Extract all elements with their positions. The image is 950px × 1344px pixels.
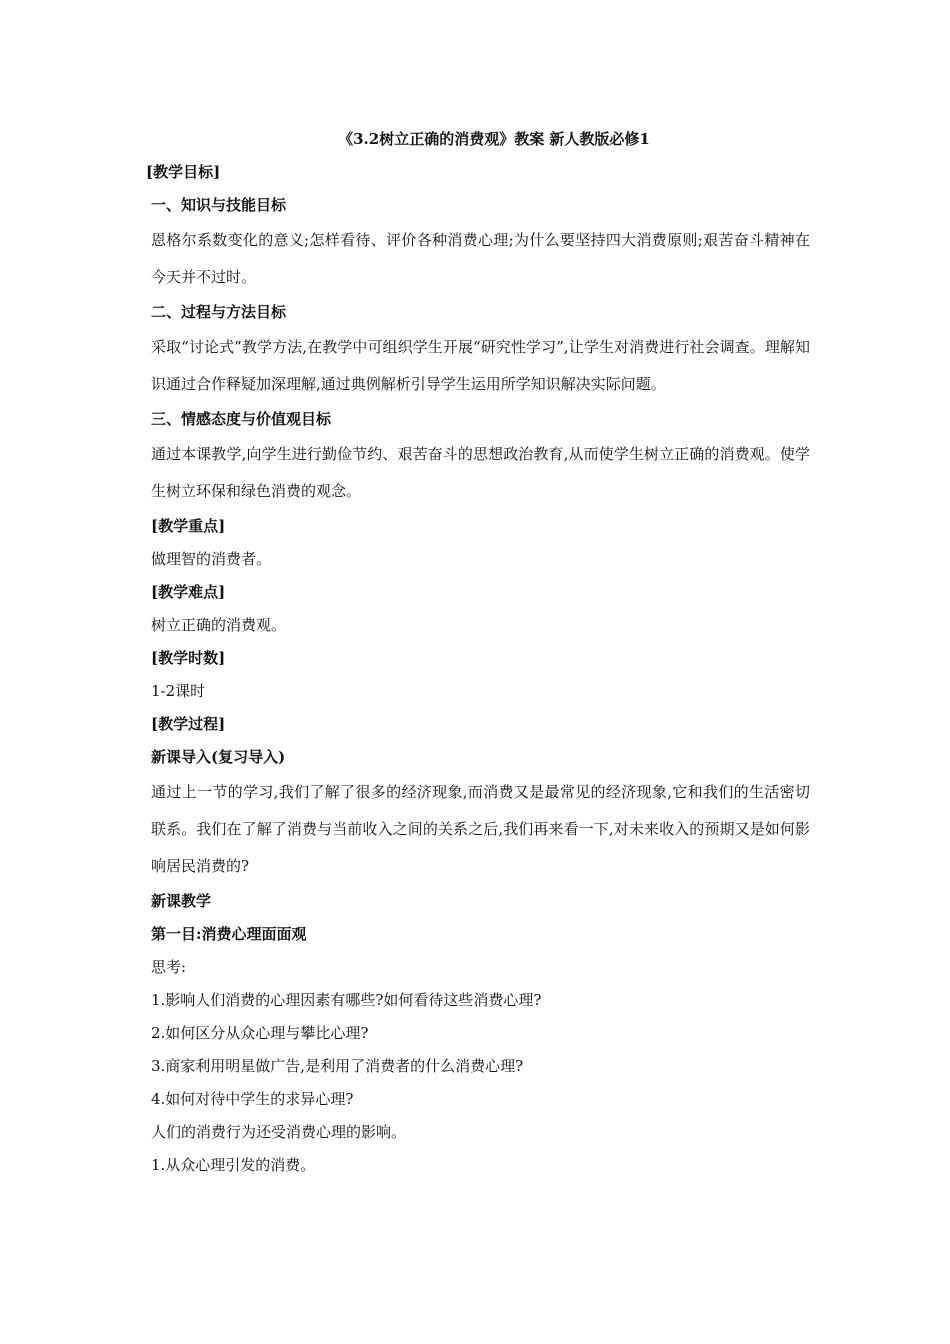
- process-method-paragraph: 采取“讨论式”教学方法,在教学中可组织学生开展“研究性学习”,让学生对消费进行社会调查。理解知识通过合作释疑加深理解,通过典例解析引导学生运用所学知识解决实际问题。: [151, 338, 810, 393]
- knowledge-skills-paragraph: 恩格尔系数变化的意义;怎样看待、评价各种消费心理;为什么要坚持四大消费原则;艰苦奋斗精神在今天并不过时。: [151, 231, 810, 286]
- teaching-key-text: 做理智的消费者。: [151, 550, 272, 568]
- document-body: [146, 124, 810, 1182]
- document-title: 《3.2树立正确的消费观》教案 新人教版必修1: [338, 130, 650, 148]
- list-item: 1.从众心理引发的消费。: [151, 1156, 316, 1174]
- think-label: 思考:: [151, 958, 187, 976]
- teaching-hours-text: 1-2课时: [151, 682, 206, 700]
- section-one-heading: 第一目:消费心理面面观: [151, 925, 307, 943]
- teaching-hours-heading: [教学时数]: [151, 649, 226, 667]
- teaching-process-heading: [教学过程]: [151, 715, 226, 733]
- knowledge-skills-heading: 一、知识与技能目标: [151, 196, 287, 214]
- teaching-key-heading: [教学重点]: [151, 517, 226, 535]
- question-item: 3.商家利用明星做广告,是利用了消费者的什么消费心理?: [151, 1057, 524, 1075]
- teaching-goals-heading: [教学目标]: [146, 163, 221, 181]
- question-item: 4.如何对待中学生的求异心理?: [151, 1090, 354, 1108]
- lesson-intro-paragraph: 通过上一节的学习,我们了解了很多的经济现象,而消费又是最常见的经济现象,它和我们的生活密切联系。我们在了解了消费与当前收入之间的关系之后,我们再来看一下,对未来收入的预期又是如何影响居民消费的?: [151, 783, 810, 875]
- emotion-values-heading: 三、情感态度与价值观目标: [151, 410, 332, 428]
- process-method-heading: 二、过程与方法目标: [151, 303, 287, 321]
- question-item: 2.如何区分从众心理与攀比心理?: [151, 1024, 369, 1042]
- new-lesson-heading: 新课教学: [151, 892, 212, 910]
- lesson-intro-heading: 新课导入(复习导入): [151, 748, 286, 766]
- emotion-values-paragraph: 通过本课教学,向学生进行勤俭节约、艰苦奋斗的思想政治教育,从而使学生树立正确的消费观。使学生树立环保和绿色消费的观念。: [151, 445, 810, 500]
- consumer-psychology-text: 人们的消费行为还受消费心理的影响。: [151, 1123, 407, 1141]
- teaching-difficulty-text: 树立正确的消费观。: [151, 616, 287, 634]
- question-item: 1.影响人们消费的心理因素有哪些?如何看待这些消费心理?: [151, 991, 542, 1009]
- teaching-difficulty-heading: [教学难点]: [151, 583, 226, 601]
